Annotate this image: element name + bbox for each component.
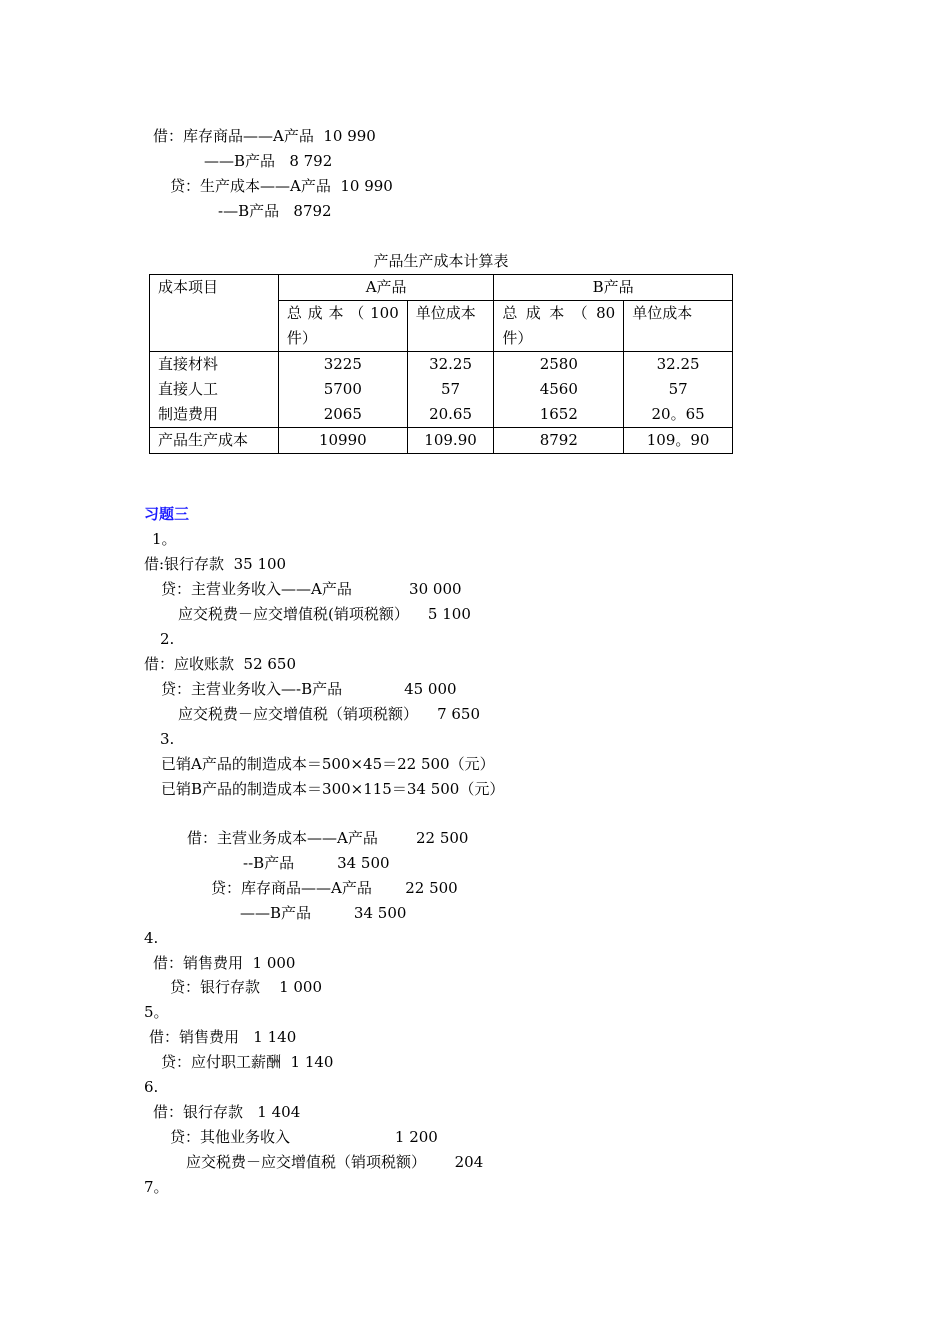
entry-line: -—B产品 8792	[218, 202, 332, 220]
table-header-row	[150, 275, 733, 301]
entry-line: 已销B产品的制造成本＝300×115＝34 500（元）	[161, 780, 505, 798]
entry-line: 贷：主营业务收入——A产品 30 000	[161, 580, 462, 598]
header-a-unit: 单位成本	[407, 301, 494, 352]
table-row	[150, 352, 733, 428]
entry-line: 贷：库存商品——A产品 22 500	[211, 879, 458, 897]
entry-line: --B产品 34 500	[243, 854, 390, 872]
entry-line: 贷：银行存款 1 000	[170, 978, 323, 996]
entry-line: 应交税费－应交增值税（销项税额） 7 650	[178, 705, 481, 723]
header-b-unit: 单位成本	[624, 301, 733, 352]
item-number: 6.	[144, 1078, 159, 1096]
total-a-unit: 109.90	[407, 428, 494, 454]
table-total-row	[150, 428, 733, 454]
entry-line: 借：库存商品——A产品 10 990	[153, 127, 376, 145]
cell-value: 1652	[539, 405, 578, 423]
header-product-a: A产品	[278, 275, 493, 301]
cell-value: 32.25	[429, 355, 473, 373]
entry-line: 借：应收账款 52 650	[144, 655, 297, 673]
row-item-label: 直接材料	[158, 355, 219, 373]
cell-value: 2580	[539, 355, 578, 373]
cell-value: 2065	[323, 405, 362, 423]
item-number: 7。	[144, 1178, 169, 1196]
col-a-unit	[407, 352, 494, 428]
col-a-total	[278, 352, 407, 428]
entry-line: 借:银行存款 35 100	[144, 555, 287, 573]
col-b-unit	[624, 352, 733, 428]
entry-line: 贷：生产成本——A产品 10 990	[170, 177, 393, 195]
total-b-unit: 109。90	[624, 428, 733, 454]
header-b-total: 总 成 本 （ 80 件）	[494, 301, 624, 352]
cell-value: 3225	[323, 355, 362, 373]
table-title: 产品生产成本计算表	[373, 252, 509, 270]
item-number: 2.	[160, 630, 175, 648]
header-product-b: B产品	[494, 275, 733, 301]
cost-table	[149, 274, 733, 454]
entry-line: 应交税费－应交增值税(销项税额） 5 100	[178, 605, 471, 623]
header-cost-item: 成本项目	[150, 275, 279, 352]
entry-line: 贷：主营业务收入—-B产品 45 000	[161, 680, 457, 698]
cell-value: 57	[668, 380, 688, 398]
cell-value: 20。65	[651, 405, 705, 423]
item-number: 1。	[152, 530, 177, 548]
entry-line: 借：主营业务成本——A产品 22 500	[187, 829, 469, 847]
entry-line: 已销A产品的制造成本＝500×45＝22 500（元）	[161, 755, 495, 773]
row-items	[150, 352, 279, 428]
row-item-label: 制造费用	[158, 405, 219, 423]
cell-value: 57	[441, 380, 461, 398]
total-label: 产品生产成本	[150, 428, 279, 454]
entry-line: 借：银行存款 1 404	[153, 1103, 301, 1121]
cell-value: 4560	[539, 380, 578, 398]
entry-line: ——B产品 8 792	[204, 152, 333, 170]
header-a-total: 总 成 本 （ 100 件）	[278, 301, 407, 352]
entry-line: 借：销售费用 1 000	[153, 954, 296, 972]
entry-line: 贷：其他业务收入 1 200	[170, 1128, 438, 1146]
entry-line: 借：销售费用 1 140	[149, 1028, 297, 1046]
item-number: 3.	[160, 730, 175, 748]
item-number: 4.	[144, 929, 159, 947]
item-number: 5。	[144, 1003, 169, 1021]
total-a-total: 10990	[278, 428, 407, 454]
entry-line: ——B产品 34 500	[240, 904, 407, 922]
entry-line: 贷：应付职工薪酬 1 140	[161, 1053, 334, 1071]
section-title: 习题三	[144, 505, 190, 523]
entry-line: 应交税费－应交增值税（销项税额） 204	[186, 1153, 484, 1171]
row-item-label: 直接人工	[158, 380, 219, 398]
total-b-total: 8792	[494, 428, 624, 454]
cell-value: 32.25	[656, 355, 700, 373]
cell-value: 20.65	[429, 405, 473, 423]
cell-value: 5700	[323, 380, 362, 398]
col-b-total	[494, 352, 624, 428]
